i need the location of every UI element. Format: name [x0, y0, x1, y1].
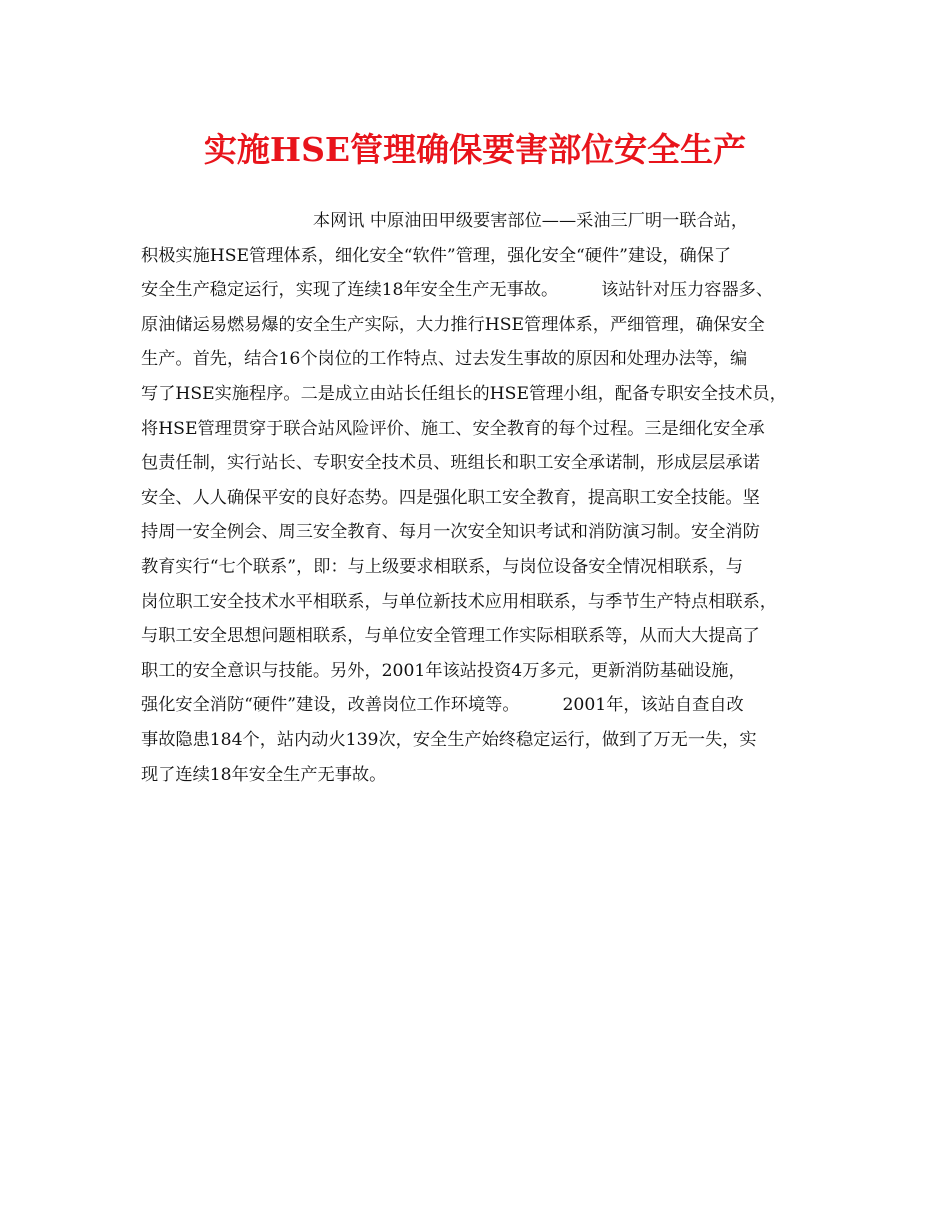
body-line-6: 写了HSE实施程序。二是成立由站长任组长的HSE管理小组，配备专职安全技术员， — [141, 383, 787, 404]
body-line-15: 强化安全消防“硬件”建设，改善岗位工作环境等。 2001年，该站自查自改 — [141, 695, 744, 716]
article-body — [141, 204, 821, 792]
body-line-11: 教育实行“七个联系”，即：与上级要求相联系，与岗位设备安全情况相联系，与 — [141, 556, 743, 577]
body-line-10: 持周一安全例会、周三安全教育、每月一次安全知识考试和消防演习制。安全消防 — [141, 522, 760, 543]
body-line-7: 将HSE管理贯穿于联合站风险评价、施工、安全教育的每个过程。三是细化安全承 — [141, 418, 765, 439]
document-title: 实施HSE管理确保要害部位安全生产 — [203, 130, 747, 169]
body-line-17: 现了连续18年安全生产无事故。 — [141, 764, 387, 785]
body-line-2: 积极实施HSE管理体系，细化安全“软件”管理，强化安全“硬件”建设，确保了 — [141, 245, 732, 266]
body-line-9: 安全、人人确保平安的良好态势。四是强化职工安全教育，提高职工安全技能。坚 — [141, 487, 760, 508]
body-line-4: 原油储运易燃易爆的安全生产实际，大力推行HSE管理体系，严细管理，确保安全 — [141, 314, 765, 335]
body-line-13: 与职工安全思想问题相联系，与单位安全管理工作实际相联系等，从而大大提高了 — [141, 626, 760, 647]
body-line-1: 本网讯 中原油田甲级要害部位——采油三厂明一联合站， — [141, 211, 749, 231]
body-line-5: 生产。首先，结合16个岗位的工作特点、过去发生事故的原因和处理办法等，编 — [141, 349, 748, 370]
body-line-12: 岗位职工安全技术水平相联系，与单位新技术应用相联系，与季节生产特点相联系， — [141, 591, 777, 612]
body-line-3: 安全生产稳定运行，实现了连续18年安全生产无事故。 该站针对压力容器多、 — [141, 280, 774, 301]
body-line-16: 事故隐患184个，站内动火139次，安全生产始终稳定运行，做到了万无一失，实 — [141, 729, 757, 750]
body-line-8: 包责任制，实行站长、专职安全技术员、班组长和职工安全承诺制，形成层层承诺 — [141, 453, 760, 474]
body-line-14: 职工的安全意识与技能。另外，2001年该站投资4万多元，更新消防基础设施， — [141, 660, 746, 681]
